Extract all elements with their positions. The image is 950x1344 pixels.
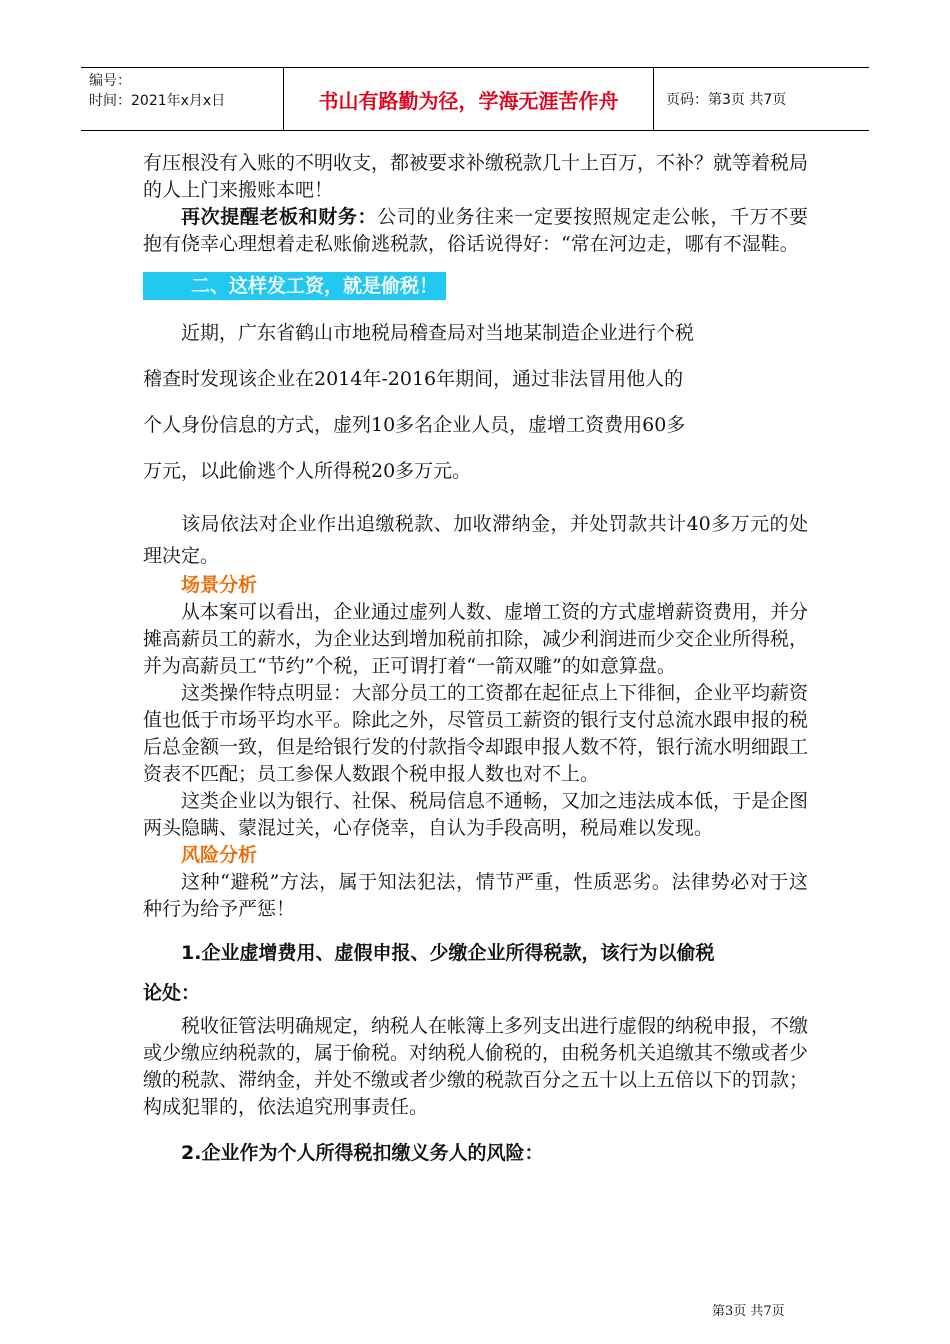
case-line-4: 万元，以此偷逃个人所得税20多万元。 (143, 460, 472, 482)
paragraph-reminder (143, 204, 808, 258)
paragraph-continued: 有压根没有入账的不明收支，都被要求补缴税款几十上百万，不补？就等着税局的人上门来搬账本吧！ (143, 152, 809, 201)
reminder-text: 公司的业务往来一定要按照规定走公帐，千万不要抱有侥幸心理想着走私账偷逃税款，俗话说得好：“常在河边走，哪有不湿鞋。 (143, 206, 808, 255)
page-footer: 第3页 共7页 (712, 1304, 785, 1319)
case-line-2: 稽查时发现该企业在2014年-2016年期间，通过非法冒用他人的 (143, 368, 684, 390)
section-heading: 二、这样发工资，就是偷税！ (143, 272, 446, 300)
case-line-3: 个人身份信息的方式，虚列10多名企业人员，虚增工资费用60多 (143, 414, 686, 436)
scene-analysis-heading: 场景分析 (181, 574, 258, 596)
header-motto: 书山有路勤为径，学海无涯苦作舟 (284, 68, 654, 130)
risk-item-1-heading-line1: 1.企业虚增费用、虚假申报、少缴企业所得税款，该行为以偷税 (181, 942, 715, 964)
risk-paragraph: 这种“避税”方法，属于知法犯法，情节严重，性质恶劣。法律势必对于这种行为给予严惩！ (143, 871, 808, 920)
scene-paragraph-3: 这类企业以为银行、社保、税局信息不通畅，又加之违法成本低，于是企图两头隐瞒、蒙混过关，心存侥幸，自认为手段高明，税局难以发现。 (143, 790, 809, 839)
risk-item-1-paragraph: 税收征管法明确规定，纳税人在帐簿上多列支出进行虚假的纳税申报，不缴或少缴应纳税款的，属于偷税。对纳税人偷税的，由税务机关追缴其不缴或者少缴的税款、滞纳金，并处不缴或者少缴的税款百分之五十以上五倍以下的罚款；构成犯罪的，依法追究刑事责任。 (143, 1015, 809, 1118)
scene-paragraph-2: 这类操作特点明显：大部分员工的工资都在起征点上下徘徊，企业平均薪资值也低于市场平均水平。除此之外，尽管员工薪资的银行支付总流水跟申报的税后总金额一致，但是给银行发的付款指令却跟申报人数不符，银行流水明细跟工资表不匹配；员工参保人数跟个税申报人数也对不上。 (143, 682, 809, 785)
header-page-number: 页码：第3页 共7页 (666, 92, 787, 108)
case-line-1: 近期，广东省鹤山市地税局稽查局对当地某制造企业进行个税 (181, 322, 695, 344)
risk-item-2-heading: 2.企业作为个人所得税扣缴义务人的风险： (181, 1142, 544, 1164)
risk-analysis-heading: 风险分析 (181, 844, 258, 866)
reminder-lead: 再次提醒老板和财务： (181, 206, 378, 228)
document-body (143, 150, 808, 1173)
header-meta (81, 68, 284, 130)
risk-item-1-heading-line2: 论处： (143, 982, 201, 1004)
document-date-label: 时间：2021年x月x日 (89, 93, 226, 109)
paragraph-penalty: 该局依法对企业作出追缴税款、加收滞纳金，并处罚款共计40多万元的处理决定。 (143, 513, 808, 567)
scene-paragraph-1: 从本案可以看出，企业通过虚列人数、虚增工资的方式虚增薪资费用，并分摊高薪员工的薪水，为企业达到增加税前扣除，减少利润进而少交企业所得税，并为高薪员工“节约”个税，正可谓打着“一箭双雕”的如意算盘。 (143, 601, 809, 677)
document-number-label: 编号： (89, 73, 131, 89)
page-header (81, 67, 869, 131)
